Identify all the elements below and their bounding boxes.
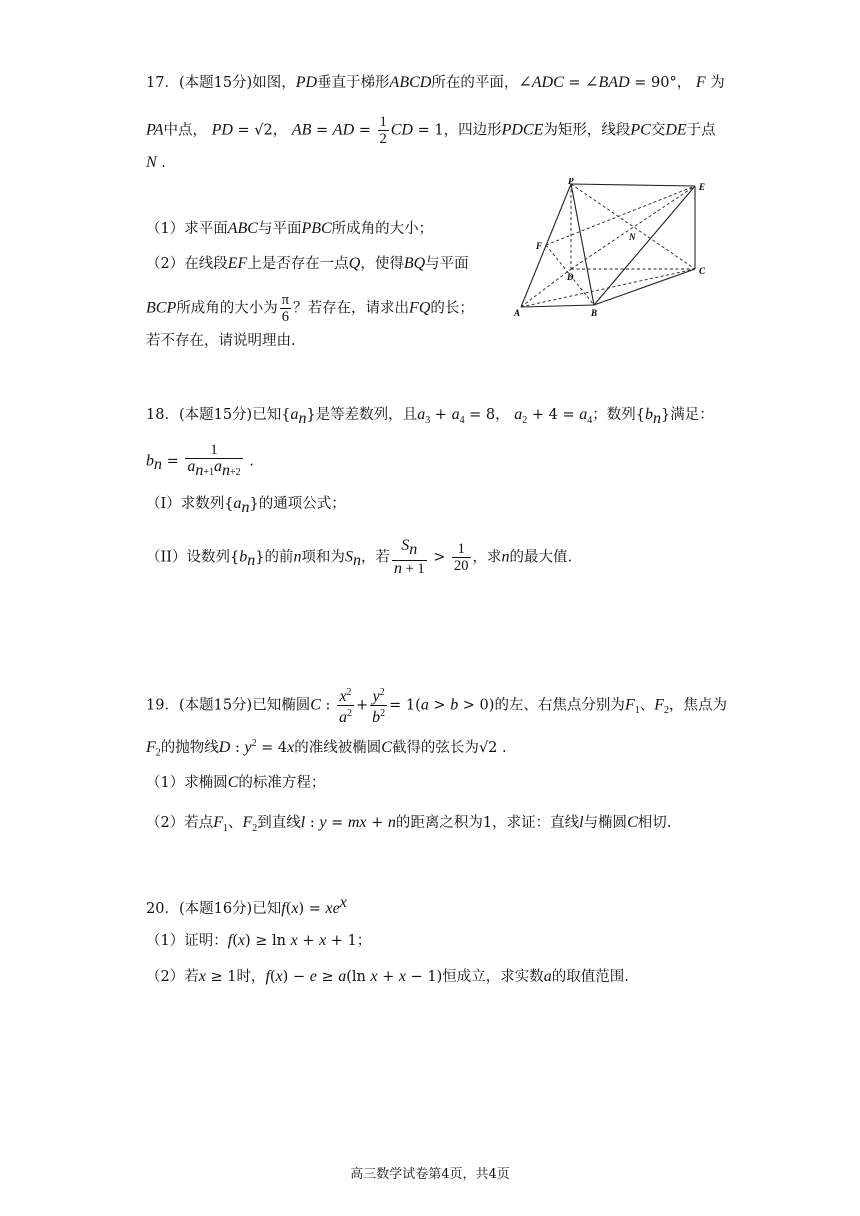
- label-N: N: [629, 232, 636, 242]
- q19-part-1: （1）求椭圆C的标准方程；: [146, 774, 326, 791]
- label-E: E: [699, 182, 706, 192]
- q17-part-2: （2）在线段EF上是否存在一点Q，使得BQ与平面: [146, 255, 469, 272]
- q20-part-2: （2）若x ≥ 1时，f(x) − e ≥ a(ln x + x − 1)恒成立，求实数a的取值范围.: [146, 968, 629, 985]
- q17-line-3: N .: [146, 154, 166, 171]
- q18-part-2: （II）设数列$\{b_n\}$的前n项和为$S_n$，若 $\frac{S_n}{n + 1}$ > $\frac{1}{20}$ ，求n的最大值.: [146, 537, 573, 577]
- label-A: A: [514, 308, 521, 318]
- q20-part-1: （1）证明：f(x) ≥ ln x + x + 1；: [146, 932, 372, 949]
- q19-part-2: （2）若点$F_1$、$F_2$到直线l : y = mx + n的距离之积为1，求证：直线l与椭圆C相切.: [146, 814, 672, 834]
- q17-part-1: （1）求平面ABC与平面PBC所成角的大小；: [146, 220, 434, 237]
- q17-line-2: PA中点， PD = √2， AB = AD = $\frac{1}{2}$ CD = 1，四边形PDCE为矩形，线段PC交DE于点: [146, 114, 716, 147]
- label-D: D: [567, 272, 574, 282]
- label-F: F: [536, 241, 543, 251]
- q18-line-2: $b_n$ = $\frac{1}{a_{n+1}a_{n+2}}$ .: [146, 442, 254, 479]
- label-B: B: [591, 308, 598, 318]
- q20-line-1: 20．(本题16分)已知$f(x) = xe^x$: [146, 894, 347, 917]
- q19-line-2: $F_2$的抛物线D : $y^2 = 4x$的准线被椭圆C截得的弦长为√2 .: [146, 738, 507, 759]
- q17-geometry-figure: [510, 178, 725, 320]
- label-C: C: [699, 266, 706, 276]
- q17-line-1: 17．(本题15分)如图，PD垂直于梯形ABCD所在的平面，∠ADC = ∠BAD = 90°， F 为: [146, 74, 725, 91]
- q17-part-2b: BCP所成角的大小为 $\frac{\pi}{6}$ ？若存在，请求出FQ的长；: [146, 292, 474, 325]
- q18-part-1: （I）求数列$\{a_n\}$的通项公式；: [146, 495, 346, 516]
- q17-part-2c: 若不存在，请说明理由.: [146, 333, 296, 349]
- label-P: P: [568, 178, 574, 186]
- page-footer: 高三数学试卷第4页，共4页: [350, 1167, 510, 1182]
- q19-line-1: 19．(本题15分)已知椭圆C : $\frac{x^2}{a^2}$ + $\frac{y^2}{b^2}$ = 1(a > b > 0)的左、右焦点分别为$F_1$、$F_2$，焦点为: [146, 687, 727, 726]
- q18-line-1: 18．(本题15分)已知$\{a_n\}$是等差数列，且$a_3 + a_4 = 8$， $a_2 + 4 = a_4$；数列$\{b_n\}$满足：: [146, 406, 714, 427]
